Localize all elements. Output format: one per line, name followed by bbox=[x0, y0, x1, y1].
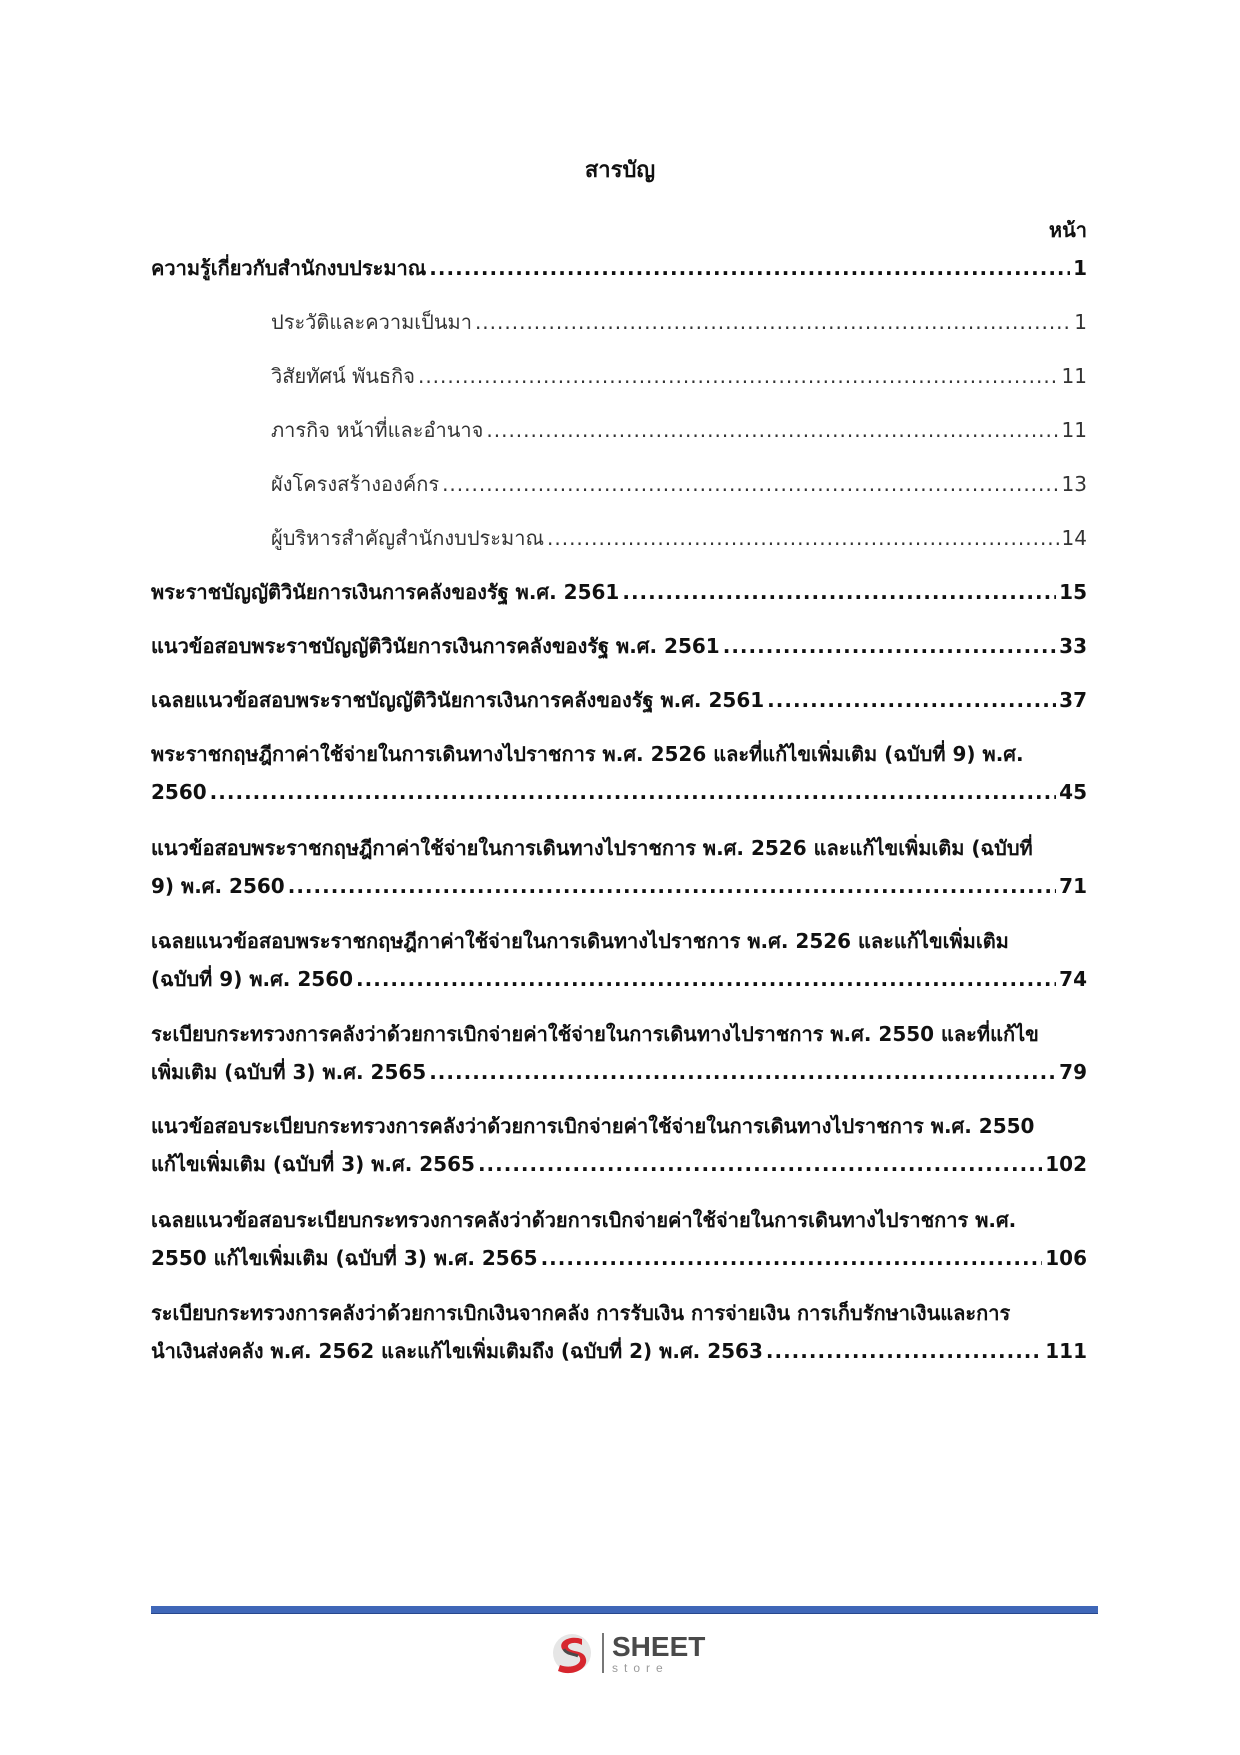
toc-entry[interactable] bbox=[151, 1154, 1087, 1174]
toc-entry[interactable] bbox=[151, 258, 1087, 278]
toc-entry-title: แก้ไขเพิ่มเติม (ฉบับที่ 3) พ.ศ. 2565 bbox=[151, 1152, 475, 1176]
toc-leader-dots bbox=[429, 258, 1070, 278]
toc-leader-dots bbox=[442, 474, 1058, 494]
toc-entry[interactable] bbox=[151, 582, 1087, 602]
toc-page-number: 1 bbox=[1074, 310, 1087, 334]
toc-entry[interactable] bbox=[271, 366, 1087, 386]
toc-entry-title: 9) พ.ศ. 2560 bbox=[151, 874, 285, 898]
toc-entry[interactable] bbox=[271, 312, 1087, 332]
toc-entry-line1: ระเบียบกระทรวงการคลังว่าด้วยการเบิกเงินจากคลัง การรับเงิน การจ่ายเงิน การเก็บรักษาเงินและการ bbox=[151, 1301, 1011, 1325]
toc-page-number: 11 bbox=[1061, 364, 1087, 388]
page-title: สารบัญ bbox=[584, 158, 656, 183]
toc-page-number: 71 bbox=[1059, 874, 1087, 898]
toc-leader-dots bbox=[486, 420, 1058, 440]
page-column-label: หน้า bbox=[1048, 218, 1087, 242]
toc-page-number: 33 bbox=[1059, 634, 1087, 658]
toc-page-number: 37 bbox=[1059, 688, 1087, 712]
toc-entry-title: แนวข้อสอบพระราชบัญญัติวินัยการเงินการคลังของรัฐ พ.ศ. 2561 bbox=[151, 634, 720, 658]
toc-page-number: 111 bbox=[1045, 1339, 1087, 1363]
toc-leader-dots bbox=[210, 782, 1056, 802]
toc-page-number: 102 bbox=[1045, 1152, 1087, 1176]
toc-entry-line1: เฉลยแนวข้อสอบระเบียบกระทรวงการคลังว่าด้วยการเบิกจ่ายค่าใช้จ่ายในการเดินทางไปราชการ พ.ศ. bbox=[151, 1208, 1017, 1232]
toc-entry-title: วิสัยทัศน์ พันธกิจ bbox=[271, 364, 415, 388]
toc-leader-dots bbox=[547, 528, 1059, 548]
toc-entry[interactable] bbox=[271, 474, 1087, 494]
toc-entry-title: นำเงินส่งคลัง พ.ศ. 2562 และแก้ไขเพิ่มเติมถึง (ฉบับที่ 2) พ.ศ. 2563 bbox=[151, 1339, 763, 1363]
toc-entry-title: (ฉบับที่ 9) พ.ศ. 2560 bbox=[151, 967, 354, 991]
toc-entry-line1: พระราชกฤษฎีกาค่าใช้จ่ายในการเดินทางไปราชการ พ.ศ. 2526 และที่แก้ไขเพิ่มเติม (ฉบับที่ 9) พ.ศ. bbox=[151, 742, 1024, 766]
toc-entry-line1: แนวข้อสอบพระราชกฤษฎีกาค่าใช้จ่ายในการเดินทางไปราชการ พ.ศ. 2526 และแก้ไขเพิ่มเติม (ฉบับที่ bbox=[151, 836, 1033, 860]
toc-leader-dots bbox=[723, 636, 1056, 656]
toc-leader-dots bbox=[475, 312, 1071, 332]
toc-entry-title: 2550 แก้ไขเพิ่มเติม (ฉบับที่ 3) พ.ศ. 2565 bbox=[151, 1246, 538, 1270]
toc-page-number: 74 bbox=[1059, 967, 1087, 991]
toc-entry-title: ผังโครงสร้างองค์กร bbox=[271, 472, 440, 496]
toc-entry[interactable] bbox=[151, 876, 1087, 896]
logo-separator bbox=[602, 1633, 604, 1673]
logo-mark-icon bbox=[552, 1631, 596, 1675]
toc-entry-title: พระราชบัญญัติวินัยการเงินการคลังของรัฐ พ.ศ. 2561 bbox=[151, 580, 620, 604]
toc-entry[interactable] bbox=[151, 1341, 1087, 1361]
toc-entry[interactable] bbox=[151, 1062, 1087, 1082]
toc-leader-dots bbox=[541, 1248, 1043, 1268]
toc-page-number: 45 bbox=[1059, 780, 1087, 804]
toc-leader-dots bbox=[478, 1154, 1042, 1174]
logo-main-text: SHEET bbox=[612, 1630, 706, 1662]
logo-wordmark bbox=[612, 1630, 706, 1675]
toc-page-number: 79 bbox=[1059, 1060, 1087, 1084]
toc-leader-dots bbox=[288, 876, 1056, 896]
toc-entry-title: 2560 bbox=[151, 780, 207, 804]
toc-entry[interactable] bbox=[151, 636, 1087, 656]
toc-leader-dots bbox=[429, 1062, 1056, 1082]
toc-entry-title: ประวัติและความเป็นมา bbox=[271, 310, 472, 334]
toc-entry-line1: ระเบียบกระทรวงการคลังว่าด้วยการเบิกจ่ายค่าใช้จ่ายในการเดินทางไปราชการ พ.ศ. 2550 และที่แก้ไข bbox=[151, 1022, 1039, 1046]
toc-entry[interactable] bbox=[151, 969, 1087, 989]
toc-entry[interactable] bbox=[151, 1248, 1087, 1268]
toc-entry-line1: แนวข้อสอบระเบียบกระทรวงการคลังว่าด้วยการเบิกจ่ายค่าใช้จ่ายในการเดินทางไปราชการ พ.ศ. 2550 bbox=[151, 1114, 1035, 1138]
toc-leader-dots bbox=[767, 690, 1056, 710]
toc-entry-title: เฉลยแนวข้อสอบพระราชบัญญัติวินัยการเงินการคลังของรัฐ พ.ศ. 2561 bbox=[151, 688, 765, 712]
toc-entry[interactable] bbox=[151, 782, 1087, 802]
toc-leader-dots bbox=[622, 582, 1056, 602]
toc-entry-title: ภารกิจ หน้าที่และอำนาจ bbox=[271, 418, 484, 442]
toc-page-number: 13 bbox=[1061, 472, 1087, 496]
toc-page-number: 14 bbox=[1061, 526, 1087, 550]
toc-entry[interactable] bbox=[271, 420, 1087, 440]
toc-entry-line1: เฉลยแนวข้อสอบพระราชกฤษฎีกาค่าใช้จ่ายในการเดินทางไปราชการ พ.ศ. 2526 และแก้ไขเพิ่มเติม bbox=[151, 929, 1009, 953]
toc-entry[interactable] bbox=[151, 690, 1087, 710]
footer-divider bbox=[151, 1606, 1098, 1614]
toc-page-number: 15 bbox=[1059, 580, 1087, 604]
toc-page-number: 106 bbox=[1045, 1246, 1087, 1270]
sheet-store-logo bbox=[552, 1628, 722, 1678]
toc-entry-title: ความรู้เกี่ยวกับสำนักงบประมาณ bbox=[151, 256, 427, 280]
toc-page-number: 1 bbox=[1073, 256, 1087, 280]
toc-leader-dots bbox=[356, 969, 1056, 989]
toc-leader-dots bbox=[766, 1341, 1042, 1361]
logo-sub-text: store bbox=[612, 1660, 669, 1675]
toc-entry-title: ผู้บริหารสำคัญสำนักงบประมาณ bbox=[271, 526, 544, 550]
toc-page-number: 11 bbox=[1061, 418, 1087, 442]
toc-entry-title: เพิ่มเติม (ฉบับที่ 3) พ.ศ. 2565 bbox=[151, 1060, 427, 1084]
toc-entry[interactable] bbox=[271, 528, 1087, 548]
toc-leader-dots bbox=[418, 366, 1059, 386]
